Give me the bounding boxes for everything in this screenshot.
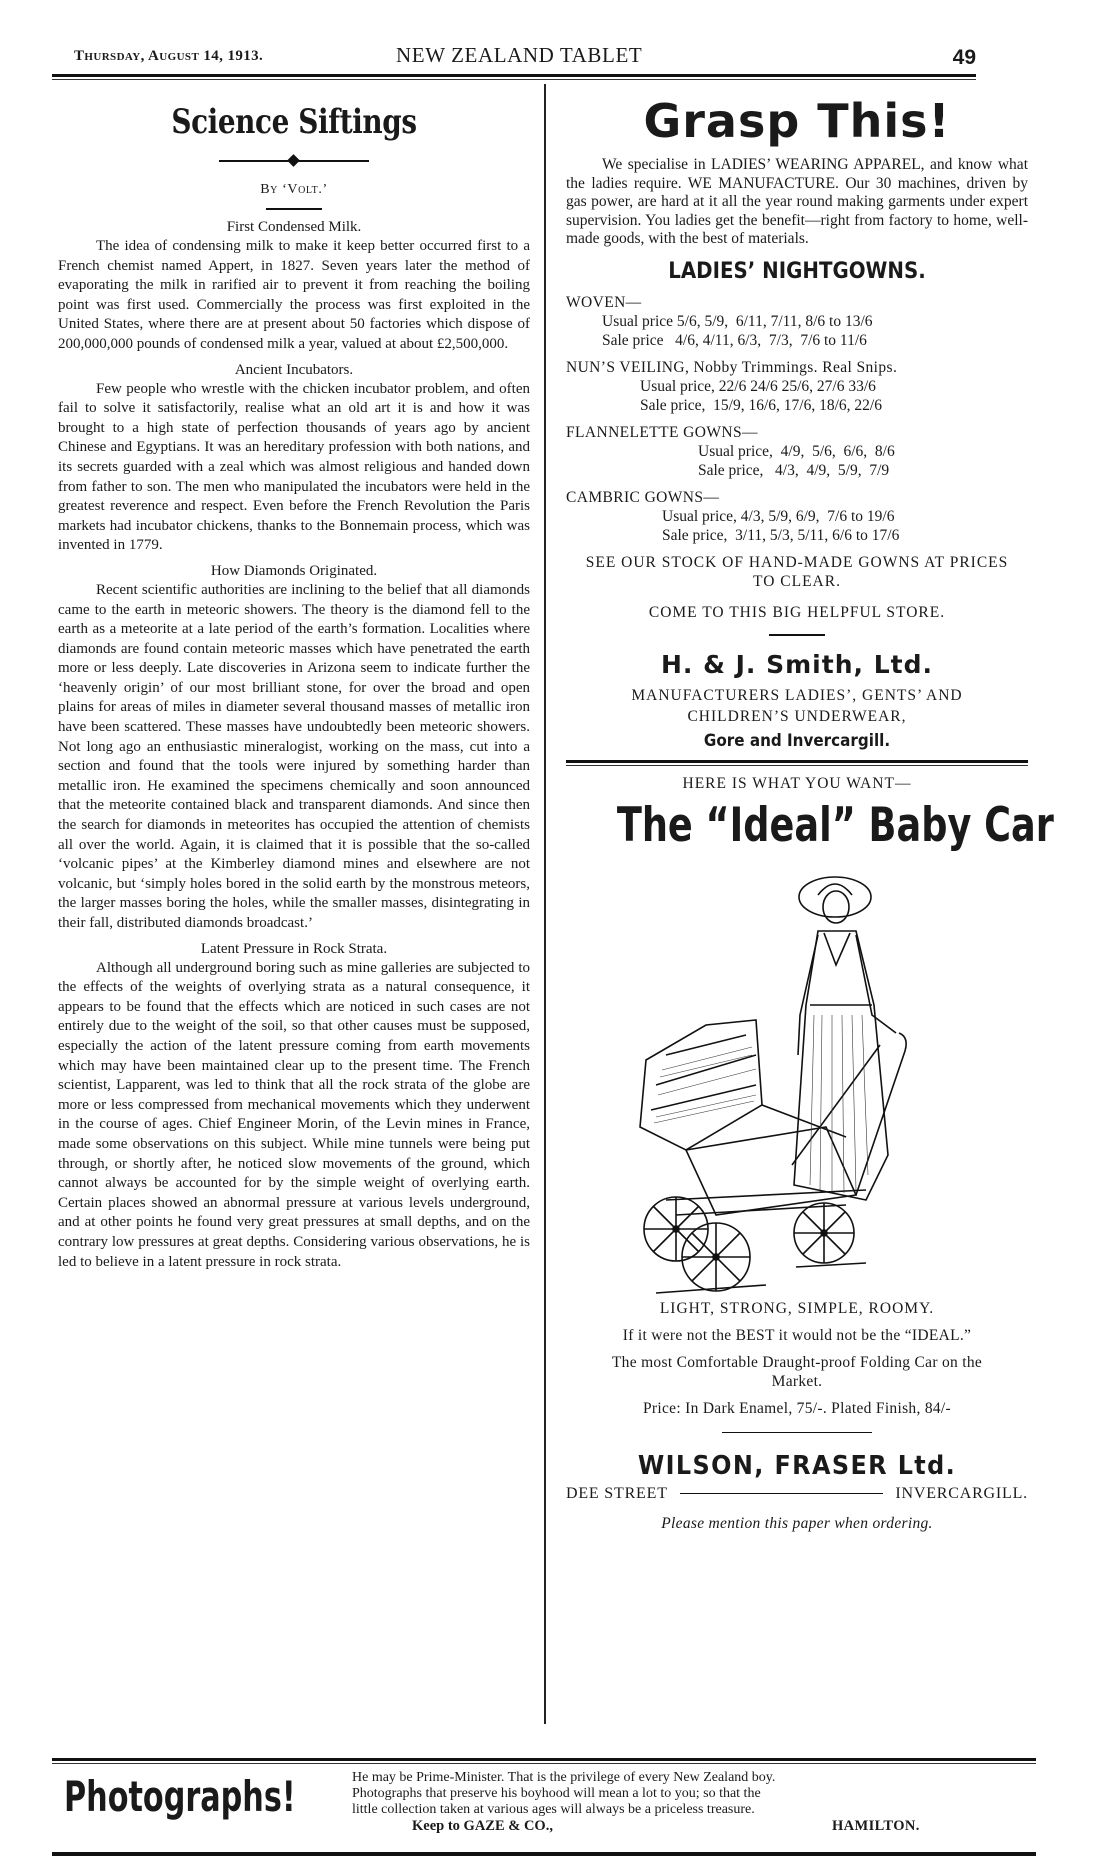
sale-price-row: Sale price, 15/9, 16/6, 17/6, 18/6, 22/6 bbox=[640, 396, 882, 414]
ad-line: little collection taken at various ages will always be a priceless treasure. bbox=[352, 1802, 755, 1817]
section-body: Although all underground boring such as mine galleries are subjected to the effects of the weights of overlying strata as a natural consequence, it appears to be found that the effects which are noticed in such cases are not entirely due to the weight of the soil, so that other causes must be supposed, especially the action of the latent pressure coming from earth movements which may have been maintained clear up to the present time. The French scientist, Lapparent, was led to think that all the rock strata of the globe are more or less compressed from mechanical movements which they underwent in the course of ages. Chief Engineer Morin, of the Levin mines in France, made some observations on this subject. While mine tunnels were being put through, or shortly after, he noticed slow movements of the ground, which cannot always be accounted for by the simple weight of overlying earth. Certain places showed an abnormal pressure at various levels underground, and at other points he found very great pressures at small depths, and on the contrary low pressures at great depths. Considering various observations, he is led to believe in a latent pressure in rock strata. bbox=[58, 959, 530, 1270]
masthead-rule bbox=[52, 74, 976, 80]
usual-price-row: Usual price, 4/9, 5/6, 6/6, 8/6 bbox=[698, 442, 895, 460]
category-name: FLANNELETTE GOWNS— bbox=[566, 423, 758, 441]
right-column-ads bbox=[566, 88, 1054, 1533]
price-category bbox=[566, 488, 1028, 545]
issue-date: Thursday, August 14, 1913. bbox=[74, 48, 264, 64]
column-divider bbox=[544, 84, 546, 1724]
best-line: If it were not the BEST it would not be the “IDEAL.” bbox=[622, 1326, 972, 1344]
ad-intro: We specialise in LADIES’ WEARING APPAREL, and know what the ladies require. WE MANUFACTURE. Our 30 machines, driven by gas power, are hard at it all the year round making garments under expert supervision. You ladies get the benefit—right from factory to home, well-made goods, with the best of materials. bbox=[566, 156, 1028, 248]
baby-car-advertisement bbox=[566, 774, 1054, 1533]
studio-name: Keep to GAZE & CO., bbox=[412, 1818, 553, 1834]
price-category bbox=[566, 423, 1028, 480]
ad-line: Photographs that preserve his boyhood will mean a lot to you; so that the bbox=[352, 1786, 761, 1801]
company-locations: Gore and Invercargill. bbox=[703, 730, 891, 750]
usual-price-row: Usual price, 22/6 24/6 25/6, 27/6 33/6 bbox=[640, 377, 876, 395]
price-category bbox=[566, 358, 1028, 415]
category-name: CAMBRIC GOWNS— bbox=[566, 488, 720, 506]
sale-price-row: Sale price, 3/11, 5/3, 5/11, 6/6 to 17/6 bbox=[662, 526, 900, 544]
street: DEE STREET bbox=[566, 1484, 668, 1502]
sale-price-row: Sale price 4/6, 4/11, 6/3, 7/3, 7/6 to 11/6 bbox=[602, 331, 867, 349]
ad-separator-rule bbox=[566, 760, 1028, 766]
category-name: WOVEN— bbox=[566, 293, 642, 311]
divider bbox=[266, 208, 322, 210]
diamond-ornament-icon bbox=[287, 154, 300, 167]
comfort-line: The most Comfortable Draught-proof Folding Car on the Market. bbox=[611, 1353, 983, 1390]
section-body: Recent scientific authorities are inclining to the belief that all diamonds came to the earth in meteoric showers. The theory is the diamond fell to the earth as a meteorite at a late period of the earth’s formation. Localities where diamonds are found contain meteoric masses which have penetrated the earth more or less deeply. Late discoveries in Arizona seem to indicate further the ‘heavenly origin’ of our most brilliant stone, for over the broad and open plains for areas of miles in diameter several thousand masses of metallic iron have been scattered. These masses have undoubtedly been meteoric showers. Not long ago an enthusiastic mineralogist, working on the mass, cut into a section and found that the tools were injured by something harder than metallic iron. He examined the specimens chemically and soon announced that the meteorite contained black and transparent diamonds. And since then the search for diamonds in meteorites has occupied the attention of chemists all over the world. Again, it is claimed that it is possible that the so-called ‘volcanic pipes’ at the Kimberley diamond mines and elsewhere are not volcanic, but ‘simply holes bored in the solid earth by the monstrous meteors, the larger masses boring the holes, while the smaller masses, disintegrating in their fall, distributed diamonds broadcast.’ bbox=[58, 581, 530, 931]
footer-rule-top bbox=[52, 1758, 1036, 1764]
science-siftings-article bbox=[58, 88, 530, 1272]
divider bbox=[769, 634, 825, 636]
masthead bbox=[52, 40, 976, 76]
footer-rule-bottom bbox=[52, 1852, 1036, 1856]
dash-rule bbox=[680, 1493, 884, 1494]
byline: By ‘Volt.’ bbox=[260, 182, 328, 197]
company-address bbox=[566, 1485, 1028, 1503]
ad-kicker: HERE IS WHAT YOU WANT— bbox=[682, 774, 912, 792]
section-title: LADIES’ NIGHTGOWNS. bbox=[668, 258, 926, 284]
section-heading: Ancient Incubators. bbox=[234, 361, 354, 378]
section-heading: First Condensed Milk. bbox=[226, 219, 362, 235]
ad-body bbox=[352, 1770, 952, 1818]
company-description: MANUFACTURERS LADIES’, GENTS’ AND CHILDREN’S UNDERWEAR, bbox=[631, 686, 963, 725]
section-body: The idea of condensing milk to make it keep better occurred first to a French chemist named Appert, in 1827. Seven years later the method of evaporating the milk in rarified air to prevent it from reaching the boiling point was first used. Commercially the process was first exploited in the United States, where there are at present about 50 factories which dispose of 200,000,000 pounds of condensed milk a year, valued at about £2,500,000. bbox=[58, 238, 530, 352]
publication-title: NEW ZEALAND TABLET bbox=[396, 43, 643, 67]
usual-price-row: Usual price, 4/3, 5/9, 6/9, 7/6 to 19/6 bbox=[662, 507, 895, 525]
ad-tagline: LIGHT, STRONG, SIMPLE, ROOMY. bbox=[659, 1299, 935, 1317]
store-note: COME TO THIS BIG HELPFUL STORE. bbox=[648, 603, 946, 621]
company-name: H. & J. Smith, Ltd. bbox=[661, 649, 933, 679]
ad-line: He may be Prime-Minister. That is the privilege of every New Zealand boy. bbox=[352, 1770, 776, 1785]
section-body: Few people who wrestle with the chicken incubator problem, and often fail to solve it satisfactorily, realise what an old art it is and how it was brought to a high state of perfection thousands of years ago by ancient Chinese and Egyptians. It was an hereditary profession with both nations, and its secrets guarded with a zeal which was almost religious and handed down from father to son. The men who manipulated the incubators were held in the greatest reverence and respect. Even before the French Revolution the Paris markets had incubator chickens, thanks to the Bonnemain process, which was invented in 1779. bbox=[58, 380, 530, 554]
ad-headline: Grasp This! bbox=[643, 94, 951, 148]
page-number: 49 bbox=[952, 46, 976, 69]
article-title: Science Siftings bbox=[171, 102, 417, 142]
smith-advertisement bbox=[566, 94, 1028, 750]
city: INVERCARGILL. bbox=[895, 1484, 1028, 1502]
ad-headline: The “Ideal” Baby Car bbox=[616, 797, 1054, 853]
ordering-note: Please mention this paper when ordering. bbox=[661, 1514, 933, 1532]
ad-headline: Photographs! bbox=[64, 1772, 296, 1821]
studio-city: HAMILTON. bbox=[832, 1818, 920, 1834]
price-category bbox=[566, 293, 1028, 350]
photographs-advertisement bbox=[52, 1768, 1036, 1848]
section-heading: Latent Pressure in Rock Strata. bbox=[200, 940, 388, 957]
divider bbox=[722, 1432, 872, 1433]
ornament-rule bbox=[219, 154, 369, 168]
usual-price-row: Usual price 5/6, 5/9, 6/11, 7/11, 8/6 to 13/6 bbox=[602, 312, 873, 330]
category-name: NUN’S VEILING, Nobby Trimmings. Real Snips. bbox=[566, 358, 898, 376]
price-line: Price: In Dark Enamel, 75/-. Plated Finish, 84/- bbox=[643, 1399, 951, 1417]
pram-illustration-icon bbox=[566, 855, 1028, 1305]
sale-price-row: Sale price, 4/3, 4/9, 5/9, 7/9 bbox=[698, 461, 890, 479]
company-name: WILSON, FRASER Ltd. bbox=[637, 1450, 957, 1481]
section-heading: How Diamonds Originated. bbox=[210, 562, 378, 579]
stock-note: SEE OUR STOCK OF HAND-MADE GOWNS AT PRICES TO CLEAR. bbox=[585, 553, 1009, 590]
woman-with-pram-illustration bbox=[566, 855, 1028, 1305]
